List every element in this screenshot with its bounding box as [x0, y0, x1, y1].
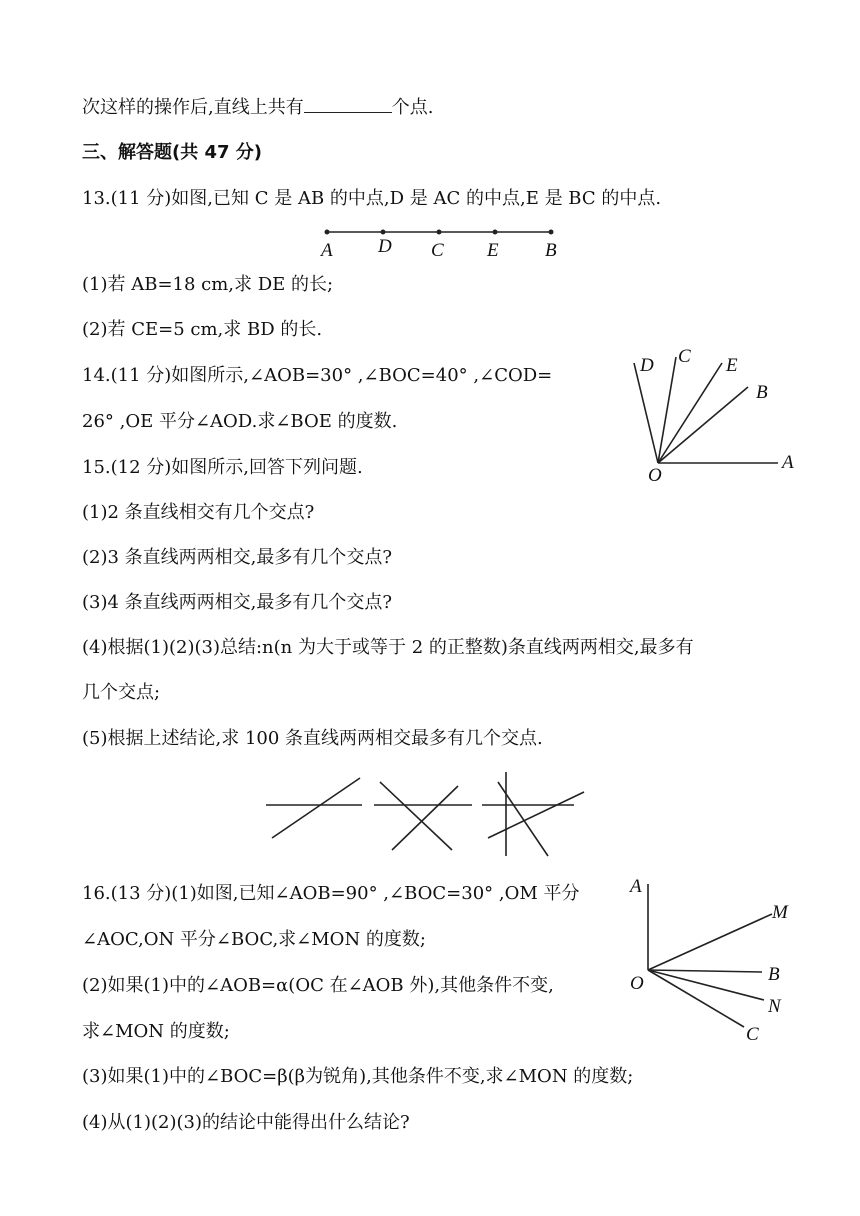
q15-stem: 15.(12 分)如图所示,回答下列问题. — [82, 457, 363, 478]
q15-part2: (2)3 条直线两两相交,最多有几个交点? — [82, 547, 393, 568]
q16-line5: (3)如果(1)中的∠BOC=β(β为锐角),其他条件不变,求∠MON 的度数; — [82, 1066, 634, 1087]
q13-stem: 13.(11 分)如图,已知 C 是 AB 的中点,D 是 AC 的中点,E 是 BC 的中点. — [82, 188, 662, 209]
q16-line4: 求∠MON 的度数; — [82, 1021, 230, 1042]
q16-label-n: N — [768, 996, 781, 1017]
q16-label-o: O — [630, 973, 644, 994]
q16-label-a: A — [630, 876, 642, 897]
line-top-pre: 次这样的操作后,直线上共有 — [82, 97, 304, 118]
q15-part1: (1)2 条直线相交有几个交点? — [82, 502, 315, 523]
q16-line2: ∠AOC,ON 平分∠BOC,求∠MON 的度数; — [82, 929, 426, 950]
q15-part5: (5)根据上述结论,求 100 条直线两两相交最多有几个交点. — [82, 728, 543, 749]
q13-label-d: D — [378, 236, 392, 257]
q16-label-m: M — [772, 902, 788, 923]
q16-angle-figure — [622, 870, 822, 1050]
answer-blank[interactable] — [304, 94, 392, 113]
q13-part1: (1)若 AB=18 cm,求 DE 的长; — [82, 274, 334, 295]
q13-label-e: E — [487, 240, 499, 261]
section-heading: 三、解答题(共 47 分) — [82, 142, 263, 163]
q13-segment-figure — [315, 222, 575, 262]
q15-part4-line2: 几个交点; — [82, 682, 161, 703]
q13-label-a: A — [321, 240, 333, 261]
continued-question-line — [82, 94, 433, 120]
q14-label-o: O — [648, 465, 662, 486]
q14-label-c: C — [678, 346, 691, 367]
q14-label-a: A — [782, 452, 794, 473]
q14-angle-figure — [620, 343, 820, 486]
q16-line6: (4)从(1)(2)(3)的结论中能得出什么结论? — [82, 1112, 410, 1133]
line-top-post: 个点. — [391, 97, 434, 118]
q13-part2: (2)若 CE=5 cm,求 BD 的长. — [82, 319, 323, 340]
q16-label-b: B — [768, 964, 780, 985]
q16-label-c: C — [746, 1024, 759, 1045]
q14-label-b: B — [756, 382, 768, 403]
q13-label-c: C — [431, 240, 444, 261]
q15-part3: (3)4 条直线两两相交,最多有几个交点? — [82, 592, 393, 613]
q14-line1: 14.(11 分)如图所示,∠AOB=30° ,∠BOC=40° ,∠COD= — [82, 365, 553, 386]
q14-label-e: E — [726, 355, 738, 376]
q15-part4-line1: (4)根据(1)(2)(3)总结:n(n 为大于或等于 2 的正整数)条直线两两相交,最多有 — [82, 637, 694, 658]
q16-line3: (2)如果(1)中的∠AOB=α(OC 在∠AOB 外),其他条件不变, — [82, 975, 554, 996]
q14-label-d: D — [640, 355, 654, 376]
q14-line2: 26° ,OE 平分∠AOD.求∠BOE 的度数. — [82, 411, 398, 432]
q16-line1: 16.(13 分)(1)如图,已知∠AOB=90° ,∠BOC=30° ,OM 平分 — [82, 883, 580, 904]
q13-label-b: B — [545, 240, 557, 261]
q15-lines-figure — [262, 770, 592, 860]
